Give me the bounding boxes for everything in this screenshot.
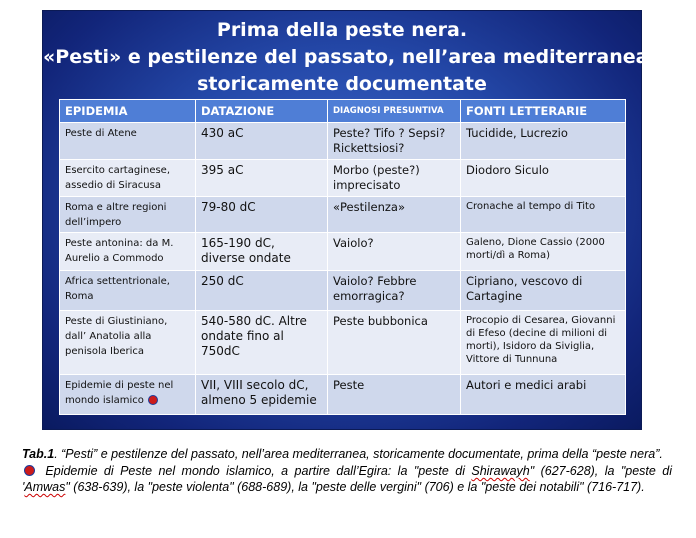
- cell-datazione: 540-580 dC. Altre ondate fino al 750dC: [196, 311, 328, 375]
- header-fonti: FONTI LETTERARIE: [461, 100, 626, 123]
- cell-fonti: Tucidide, Lucrezio: [461, 123, 626, 160]
- table-caption: [22, 446, 672, 495]
- slide-panel: [42, 10, 656, 430]
- table-header-row: [60, 100, 626, 123]
- cell-epidemia: Esercito cartaginese, assedio di Siracusa: [60, 160, 196, 197]
- cell-diagnosi: Peste: [328, 375, 461, 415]
- table-row: [60, 311, 626, 375]
- cell-fonti: Cipriano, vescovo di Cartagine: [461, 271, 626, 311]
- cell-datazione: 165-190 dC, diverse ondate: [196, 233, 328, 271]
- table-row: [60, 271, 626, 311]
- cell-epidemia: Roma e altre regioni dell’impero: [60, 197, 196, 233]
- cell-datazione: 395 aC: [196, 160, 328, 197]
- caption-paragraph-1: [22, 446, 672, 462]
- cell-datazione: VII, VIII secolo dC, almeno 5 epidemie: [196, 375, 328, 415]
- cell-datazione: 250 dC: [196, 271, 328, 311]
- table-row: [60, 233, 626, 271]
- caption-word-shirawayh: Shirawayh: [471, 464, 530, 478]
- header-datazione: DATAZIONE: [196, 100, 328, 123]
- cell-fonti: Diodoro Siculo: [461, 160, 626, 197]
- table-row: [60, 197, 626, 233]
- caption-text-2a: Epidemie di Peste nel mondo islamico, a partire dall’Egira: la "peste di: [39, 464, 472, 478]
- slide-title: [43, 17, 656, 98]
- caption-text-2c: " (638-639), la "peste violenta" (688-689), la "peste delle vergini" (706) e la "peste dei notabili" (716-717).: [65, 480, 645, 494]
- cell-fonti: Cronache al tempo di Tito: [461, 197, 626, 233]
- cell-epidemia: Peste di Atene: [60, 123, 196, 160]
- caption-label: Tab.1: [22, 447, 55, 461]
- cell-epidemia: Peste antonina: da M. Aurelio a Commodo: [60, 233, 196, 271]
- caption-word-amwas: Amwas: [24, 480, 66, 494]
- cell-epidemia: Africa settentrionale, Roma: [60, 271, 196, 311]
- title-line-3: storicamente documentate: [197, 73, 487, 95]
- cell-epidemia: [60, 375, 196, 415]
- cell-diagnosi: «Pestilenza»: [328, 197, 461, 233]
- cell-diagnosi: Peste bubbonica: [328, 311, 461, 375]
- cell-fonti: Autori e medici arabi: [461, 375, 626, 415]
- caption-paragraph-2: [22, 463, 672, 495]
- cell-epidemia-text: Epidemie di peste nel mondo islamico: [65, 380, 174, 406]
- cell-fonti: Galeno, Dione Cassio (2000 morti/dì a Roma): [461, 233, 626, 271]
- cell-diagnosi: Peste? Tifo ? Sepsi? Rickettsiosi?: [328, 123, 461, 160]
- table-row: [60, 375, 626, 415]
- cell-diagnosi: Vaiolo?: [328, 233, 461, 271]
- cell-fonti: Procopio di Cesarea, Giovanni di Efeso (decine di milioni di morti), Isidoro da Siviglia, Vittore di Tunnuna: [461, 311, 626, 375]
- header-diagnosi: DIAGNOSI PRESUNTIVA: [328, 100, 461, 123]
- title-line-1: Prima della peste nera.: [216, 19, 468, 41]
- caption-text-1: . “Pesti” e pestilenze del passato, nell’area mediterranea, storicamente documentate, prima della “peste nera”.: [54, 447, 663, 461]
- table-row: [60, 123, 626, 160]
- header-epidemia: EPIDEMIA: [60, 100, 196, 123]
- cell-datazione: 430 aC: [196, 123, 328, 160]
- marker-dot-icon: [24, 465, 35, 476]
- marker-dot-icon: [148, 395, 158, 405]
- cell-epidemia: Peste di Giustiniano, dall’ Anatolia alla penisola Iberica: [60, 311, 196, 375]
- cell-diagnosi: Vaiolo? Febbre emorragica?: [328, 271, 461, 311]
- epidemics-table: [59, 99, 626, 415]
- cell-datazione: 79-80 dC: [196, 197, 328, 233]
- title-line-2: «Pesti» e pestilenze del passato, nell’area mediterranea,: [43, 46, 656, 68]
- caption-text-2b: " (627-628), la "peste di ': [22, 464, 672, 494]
- table-row: [60, 160, 626, 197]
- cell-diagnosi: Morbo (peste?) imprecisato: [328, 160, 461, 197]
